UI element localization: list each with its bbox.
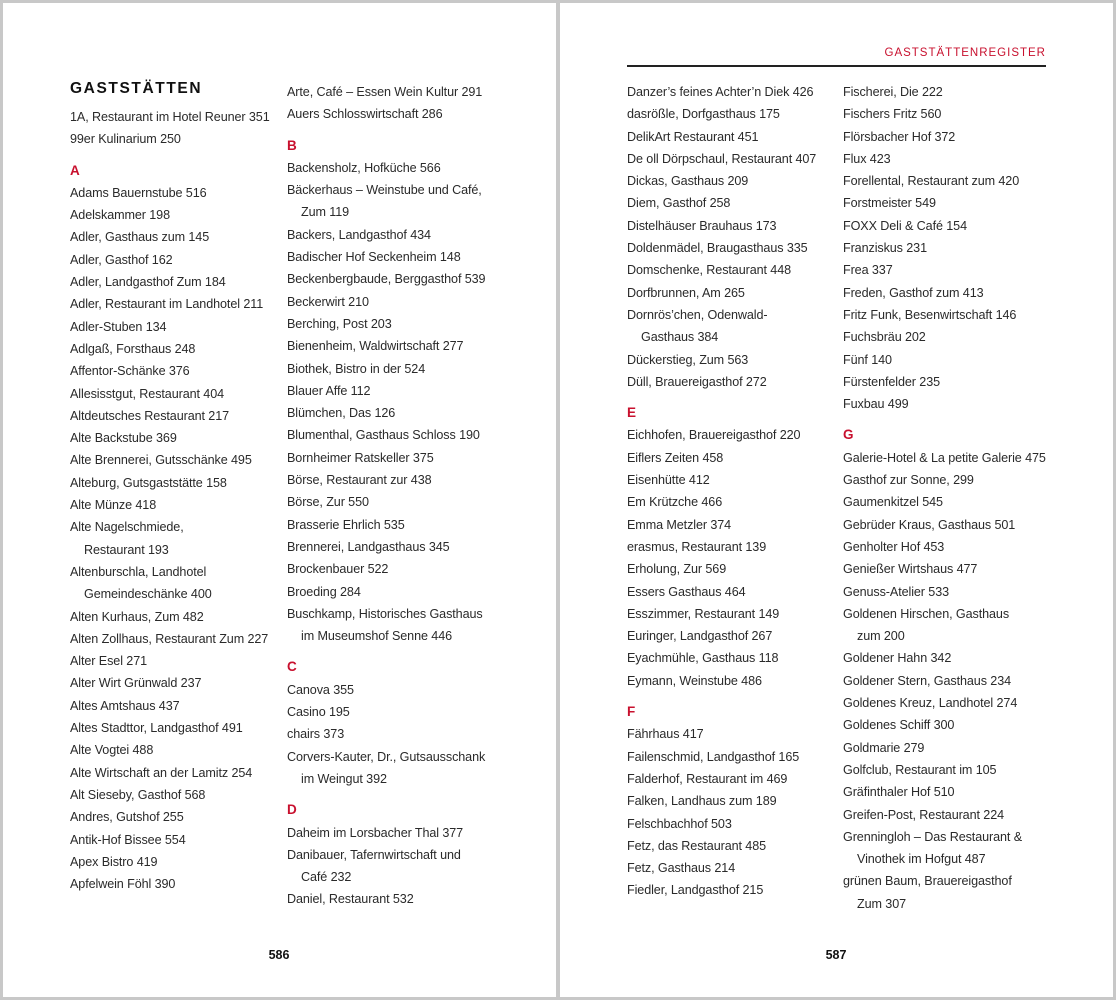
index-entry: Eiflers Zeiten 458	[627, 450, 724, 465]
index-column-right-2	[843, 81, 1083, 915]
index-entry: Adler, Gasthaus zum 145	[70, 230, 210, 245]
index-entry: Danibauer, Tafernwirtschaft und	[287, 847, 461, 862]
index-entry: Andres, Gutshof 255	[70, 810, 184, 825]
index-letter-heading: E	[627, 405, 636, 421]
index-entry: Alte Backstube 369	[70, 431, 177, 446]
index-entry: Beckenbergbaude, Berggasthof 539	[287, 272, 486, 287]
index-entry-continuation: Vinothek im Hofgut 487	[857, 852, 986, 867]
index-entry: Fischerei, Die 222	[843, 85, 943, 99]
index-entry: Fährhaus 417	[627, 727, 704, 742]
index-entry: Alte Vogtei 488	[70, 743, 154, 758]
index-entry: Daniel, Restaurant 532	[287, 892, 414, 907]
index-entry: Fiedler, Landgasthof 215	[627, 883, 764, 898]
running-head: GASTSTÄTTENREGISTER	[884, 47, 1046, 59]
index-entry: Genholter Hof 453	[843, 539, 945, 554]
index-entry: Allesisstgut, Restaurant 404	[70, 386, 225, 401]
index-entry: Freden, Gasthof zum 413	[843, 285, 984, 300]
index-entry: Goldmarie 279	[843, 740, 925, 755]
index-entry: Badischer Hof Seckenheim 148	[287, 250, 461, 265]
index-entry: Alte Wirtschaft an der Lamitz 254	[70, 765, 253, 780]
index-letter-heading: A	[70, 162, 80, 178]
index-entry: Goldenes Schiff 300	[843, 718, 955, 733]
index-entry: Beckerwirt 210	[287, 294, 369, 309]
index-entry: Forellental, Restaurant zum 420	[843, 174, 1020, 189]
index-entry: Alteburg, Gutsgaststätte 158	[70, 475, 227, 490]
index-entry: Backensholz, Hofküche 566	[287, 160, 441, 175]
index-entry: Biothek, Bistro in der 524	[287, 361, 426, 376]
index-entry: Gebrüder Kraus, Gasthaus 501	[843, 517, 1016, 532]
index-entry: Frea 337	[843, 263, 893, 278]
index-entry: Altenburschla, Landhotel	[70, 564, 207, 579]
index-entry-continuation: im Museumshof Senne 446	[301, 629, 453, 644]
index-entry: Eisenhütte 412	[627, 473, 710, 488]
index-entry: Gräfinthaler Hof 510	[843, 785, 955, 800]
index-entry: Genießer Wirtshaus 477	[843, 562, 978, 577]
index-entry: Em Krützche 466	[627, 495, 723, 510]
index-entry: Dorfbrunnen, Am 265	[627, 285, 745, 300]
index-entry: Adler, Restaurant im Landhotel 211	[70, 297, 264, 312]
index-entry: Forstmeister 549	[843, 196, 936, 211]
index-entry: Galerie-Hotel & La petite Galerie 475	[843, 450, 1046, 465]
index-entry: Fuxbau 499	[843, 397, 909, 412]
index-entry: Alte Nagelschmiede,	[70, 520, 184, 535]
index-letter-heading: C	[287, 659, 297, 675]
index-entry: chairs 373	[287, 727, 345, 742]
index-entry: Distelhäuser Brauhaus 173	[627, 218, 777, 233]
index-entry: Altdeutsches Restaurant 217	[70, 408, 230, 423]
index-entry: Alte Brennerei, Gutsschänke 495	[70, 453, 252, 468]
index-entry: Blümchen, Das 126	[287, 406, 396, 421]
index-entry-continuation: Zum 119	[301, 205, 350, 220]
index-entry: Fünf 140	[843, 352, 892, 367]
index-entry: Brasserie Ehrlich 535	[287, 517, 405, 532]
index-entry: FOXX Deli & Café 154	[843, 218, 967, 233]
index-entry: Auers Schlosswirtschaft 286	[287, 107, 443, 122]
index-entry: Altes Amtshaus 437	[70, 698, 180, 713]
index-entry: Fischers Fritz 560	[843, 107, 942, 122]
index-entry: Fuchsbräu 202	[843, 330, 926, 345]
index-entry: Corvers-Kauter, Dr., Gutsausschank	[287, 749, 486, 764]
index-entry-continuation: Gemeindeschänke 400	[84, 587, 212, 602]
index-entry: Canova 355	[287, 682, 354, 697]
index-entry: De oll Dörpschaul, Restaurant 407	[627, 151, 817, 166]
index-entry: Apfelwein Föhl 390	[70, 877, 176, 892]
index-entry: Daheim im Lorsbacher Thal 377	[287, 825, 464, 840]
index-entry: Blumenthal, Gasthaus Schloss 190	[287, 428, 480, 443]
index-letter-heading: G	[843, 427, 854, 443]
index-entry: Arte, Café – Essen Wein Kultur 291	[287, 85, 483, 99]
index-entry: Affentor-Schänke 376	[70, 364, 190, 379]
index-entry: Casino 195	[287, 705, 350, 720]
index-entry: Greifen-Post, Restaurant 224	[843, 807, 1005, 822]
index-column-left-2	[287, 81, 527, 911]
index-entry: Adlgaß, Forsthaus 248	[70, 341, 196, 356]
index-entry: Alten Zollhaus, Restaurant Zum 227	[70, 631, 269, 646]
index-entry: Bornheimer Ratskeller 375	[287, 450, 434, 465]
index-entry: Eichhofen, Brauereigasthof 220	[627, 428, 801, 443]
index-entry: Failenschmid, Landgasthof 165	[627, 749, 800, 764]
index-entry: Dickas, Gasthaus 209	[627, 174, 749, 189]
index-entry-continuation: Zum 307	[857, 896, 906, 911]
index-entry: Essers Gasthaus 464	[627, 584, 746, 599]
index-entry: Börse, Restaurant zur 438	[287, 473, 432, 488]
index-entry: 99er Kulinarium 250	[70, 132, 181, 147]
index-letter-heading: D	[287, 802, 297, 818]
index-entry-continuation: Gasthaus 384	[641, 330, 719, 345]
index-entry: Adler, Gasthof 162	[70, 252, 173, 267]
index-entry: Alter Wirt Grünwald 237	[70, 676, 202, 691]
index-entry: Fritz Funk, Besenwirtschaft 146	[843, 307, 1017, 322]
index-entry: Adelskammer 198	[70, 208, 170, 223]
index-entry: Golfclub, Restaurant im 105	[843, 762, 997, 777]
index-entry-continuation: im Weingut 392	[301, 771, 387, 786]
index-entry: Doldenmädel, Braugasthaus 335	[627, 241, 808, 256]
index-entry: Altes Stadttor, Landgasthof 491	[70, 721, 243, 736]
index-entry: Adler-Stuben 134	[70, 319, 167, 334]
index-entry: Blauer Affe 112	[287, 383, 371, 398]
index-entry-continuation: Café 232	[301, 870, 352, 885]
index-entry: Berching, Post 203	[287, 316, 392, 331]
index-entry: Apex Bistro 419	[70, 854, 158, 869]
index-entry: Danzer’s feines Achter’n Diek 426	[627, 85, 814, 99]
index-entry: 1A, Restaurant im Hotel Reuner 351	[70, 110, 270, 124]
index-entry: Fetz, das Restaurant 485	[627, 838, 767, 853]
index-entry: Adams Bauernstube 516	[70, 185, 207, 200]
index-entry: Dückerstieg, Zum 563	[627, 352, 749, 367]
index-entry: Backers, Landgasthof 434	[287, 227, 431, 242]
index-entry: Brennerei, Landgasthaus 345	[287, 539, 450, 554]
right-page	[560, 3, 1113, 997]
index-entry: grünen Baum, Brauereigasthof	[843, 874, 1012, 889]
index-entry-continuation: zum 200	[857, 629, 905, 644]
index-entry: Düll, Brauereigasthof 272	[627, 374, 767, 389]
index-entry: Diem, Gasthof 258	[627, 196, 731, 211]
index-entry: Felschbachhof 503	[627, 816, 732, 831]
index-entry: Alten Kurhaus, Zum 482	[70, 609, 204, 624]
page-number-right: 587	[825, 948, 847, 962]
header-rule	[627, 65, 1046, 67]
index-entry-continuation: Restaurant 193	[84, 542, 169, 557]
index-heading: GASTSTÄTTEN	[70, 80, 203, 97]
index-entry: Bienenheim, Waldwirtschaft 277	[287, 339, 464, 354]
index-entry: Brockenbauer 522	[287, 562, 389, 577]
index-entry: Dornrös’chen, Odenwald-	[627, 307, 768, 322]
index-letter-heading: B	[287, 137, 297, 153]
index-entry: Eymann, Weinstube 486	[627, 673, 762, 688]
page-number-left: 586	[268, 948, 290, 962]
index-entry: Goldener Stern, Gasthaus 234	[843, 673, 1012, 688]
index-entry: Goldener Hahn 342	[843, 651, 952, 666]
index-entry: Erholung, Zur 569	[627, 562, 727, 577]
index-entry: Esszimmer, Restaurant 149	[627, 606, 780, 621]
index-entry: Adler, Landgasthof Zum 184	[70, 275, 226, 290]
index-entry: Gasthof zur Sonne, 299	[843, 473, 974, 488]
index-entry: Broeding 284	[287, 584, 361, 599]
index-entry: Fetz, Gasthaus 214	[627, 861, 736, 876]
index-entry: Buschkamp, Historisches Gasthaus	[287, 606, 483, 621]
index-entry: DelikArt Restaurant 451	[627, 129, 759, 144]
index-entry: Alte Münze 418	[70, 498, 157, 513]
left-page	[3, 3, 556, 997]
index-entry: Grenningloh – Das Restaurant &	[843, 829, 1023, 844]
index-column-left-1	[70, 81, 280, 895]
index-entry: Goldenes Kreuz, Landhotel 274	[843, 696, 1018, 711]
index-entry: erasmus, Restaurant 139	[627, 539, 767, 554]
index-entry: Falken, Landhaus zum 189	[627, 794, 777, 809]
index-entry: Euringer, Landgasthof 267	[627, 629, 773, 644]
index-entry: Emma Metzler 374	[627, 517, 732, 532]
index-entry: Falderhof, Restaurant im 469	[627, 771, 788, 786]
index-entry: Antik-Hof Bissee 554	[70, 832, 186, 847]
index-entry: Bäckerhaus – Weinstube und Café,	[287, 183, 482, 198]
index-entry: Fürstenfelder 235	[843, 374, 941, 389]
index-entry: dasrößle, Dorfgasthaus 175	[627, 107, 780, 122]
index-entry: Flux 423	[843, 151, 891, 166]
index-entry: Domschenke, Restaurant 448	[627, 263, 792, 278]
index-entry: Franziskus 231	[843, 241, 927, 256]
index-entry: Flörsbacher Hof 372	[843, 129, 956, 144]
index-entry: Genuss-Atelier 533	[843, 584, 950, 599]
index-entry: Alter Esel 271	[70, 654, 148, 669]
index-entry: Eyachmühle, Gasthaus 118	[627, 651, 779, 666]
index-entry: Goldenen Hirschen, Gasthaus	[843, 606, 1010, 621]
index-column-right-1	[627, 81, 837, 902]
index-entry: Gaumenkitzel 545	[843, 495, 943, 510]
index-entry: Börse, Zur 550	[287, 495, 369, 510]
index-letter-heading: F	[627, 704, 636, 720]
index-entry: Alt Sieseby, Gasthof 568	[70, 787, 206, 802]
